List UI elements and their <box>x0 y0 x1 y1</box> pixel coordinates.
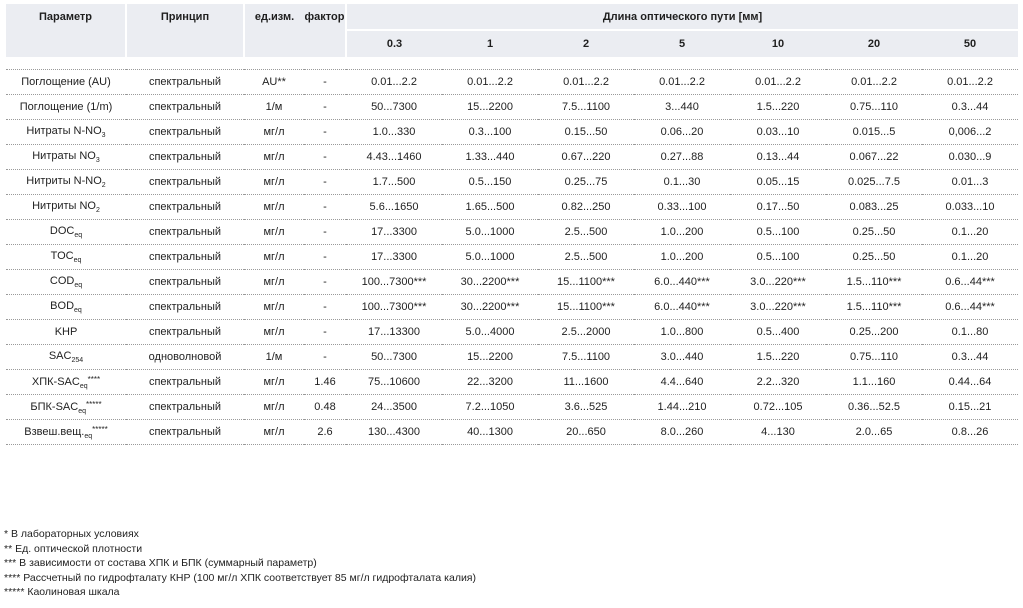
param-unit: мг/л <box>244 245 304 270</box>
range-cell: 0.5...150 <box>442 170 538 195</box>
param-principle: одноволновой <box>126 345 244 370</box>
range-cell: 1.0...330 <box>346 120 442 145</box>
param-factor: - <box>304 295 346 320</box>
range-cell: 20...650 <box>538 420 634 445</box>
param-unit: 1/м <box>244 95 304 120</box>
range-cell: 1.5...110*** <box>826 295 922 320</box>
range-cell: 2.5...2000 <box>538 320 634 345</box>
header-blank <box>244 30 304 57</box>
range-cell: 0.01...2.2 <box>538 70 634 95</box>
footnote: ** Ед. оптической плотности <box>4 542 143 555</box>
range-cell: 7.5...1100 <box>538 95 634 120</box>
range-cell: 40...1300 <box>442 420 538 445</box>
range-cell: 1.7...500 <box>346 170 442 195</box>
range-cell: 0.01...2.2 <box>922 70 1018 95</box>
table-row <box>6 420 1018 445</box>
range-cell: 0.1...20 <box>922 220 1018 245</box>
range-cell: 6.0...440*** <box>634 295 730 320</box>
footnotes <box>4 527 476 600</box>
range-cell: 2.0...65 <box>826 420 922 445</box>
range-cell: 75...10600 <box>346 370 442 395</box>
param-footnote-mark: **** <box>87 374 101 384</box>
range-cell: 2.5...500 <box>538 220 634 245</box>
table-row <box>6 295 1018 320</box>
param-unit: AU** <box>244 70 304 95</box>
footnote: **** Рассчетный по гидрофталату КНР (100 мг/л ХПК соответствует 85 мг/л гидрофталата калия) <box>4 571 476 584</box>
range-cell: 0.01...2.2 <box>634 70 730 95</box>
param-unit: мг/л <box>244 120 304 145</box>
range-cell: 1.65...500 <box>442 195 538 220</box>
header-blank <box>126 30 244 57</box>
header-blank <box>304 30 346 57</box>
param-name: $DOC_{eq}$ <box>6 220 126 245</box>
param-unit: мг/л <box>244 145 304 170</box>
table-row <box>6 220 1018 245</box>
param-footnote-mark: ***** <box>86 399 102 409</box>
param-principle: спектральный <box>126 395 244 420</box>
range-cell: 4.4...640 <box>634 370 730 395</box>
param-subscript: eq <box>73 257 82 264</box>
param-factor: 1.46 <box>304 370 346 395</box>
param-name: $COD_{eq}$ <box>6 270 126 295</box>
param-unit: мг/л <box>244 170 304 195</box>
param-principle: спектральный <box>126 270 244 295</box>
param-name: Нитриты $N-NO_2$ <box>6 170 126 195</box>
range-cell: 5.0...1000 <box>442 220 538 245</box>
param-factor: - <box>304 345 346 370</box>
range-cell: 50...7300 <box>346 345 442 370</box>
range-cell: 22...3200 <box>442 370 538 395</box>
range-cell: 0.6...44*** <box>922 295 1018 320</box>
range-cell: 0.05...15 <box>730 170 826 195</box>
param-name: $BOD_{eq}$ <box>6 295 126 320</box>
table-row <box>6 370 1018 395</box>
range-cell: 1.44...210 <box>634 395 730 420</box>
header-param: Параметр <box>6 4 126 30</box>
table-row <box>6 170 1018 195</box>
range-cell: 0.1...30 <box>634 170 730 195</box>
table-row <box>6 395 1018 420</box>
param-name: Нитриты $NO_2$ <box>6 195 126 220</box>
range-cell: 5.6...1650 <box>346 195 442 220</box>
range-cell: 0.1...80 <box>922 320 1018 345</box>
param-principle: спектральный <box>126 145 244 170</box>
range-cell: 1.1...160 <box>826 370 922 395</box>
param-unit: мг/л <box>244 420 304 445</box>
range-cell: 0.82...250 <box>538 195 634 220</box>
range-cell: 17...3300 <box>346 220 442 245</box>
range-cell: 100...7300*** <box>346 270 442 295</box>
header-principle: Принцип <box>126 4 244 30</box>
param-factor: - <box>304 195 346 220</box>
param-subscript: eq <box>74 307 82 314</box>
range-cell: 0.5...100 <box>730 245 826 270</box>
range-cell: 0.25...200 <box>826 320 922 345</box>
param-unit: мг/л <box>244 270 304 295</box>
param-subscript: 2 <box>95 207 100 214</box>
range-cell: 1.5...220 <box>730 95 826 120</box>
table-row <box>6 320 1018 345</box>
range-cell: 3.6...525 <box>538 395 634 420</box>
param-factor: - <box>304 320 346 345</box>
param-subscript: 2 <box>101 182 106 189</box>
param-subscript: eq <box>78 407 87 415</box>
spec-table <box>6 4 1018 445</box>
range-cell: 24...3500 <box>346 395 442 420</box>
param-footnote-mark: ***** <box>92 424 108 434</box>
range-cell: 0.33...100 <box>634 195 730 220</box>
header-path-1: 1 <box>442 30 538 57</box>
range-cell: 4.43...1460 <box>346 145 442 170</box>
param-principle: спектральный <box>126 170 244 195</box>
range-cell: 0.75...110 <box>826 95 922 120</box>
range-cell: 3...440 <box>634 95 730 120</box>
header-path-4: 10 <box>730 30 826 57</box>
param-principle: спектральный <box>126 245 244 270</box>
range-cell: 0.5...100 <box>730 220 826 245</box>
param-principle: спектральный <box>126 320 244 345</box>
header-path-2: 2 <box>538 30 634 57</box>
range-cell: 0.083...25 <box>826 195 922 220</box>
range-cell: 2.2...320 <box>730 370 826 395</box>
range-cell: 1.5...220 <box>730 345 826 370</box>
range-cell: 0.3...100 <box>442 120 538 145</box>
param-factor: - <box>304 120 346 145</box>
range-cell: 0.44...64 <box>922 370 1018 395</box>
range-cell: 0.5...400 <box>730 320 826 345</box>
param-unit: мг/л <box>244 395 304 420</box>
range-cell: 0.01...2.2 <box>442 70 538 95</box>
range-cell: 30...2200*** <box>442 295 538 320</box>
range-cell: 15...2200 <box>442 95 538 120</box>
range-cell: 15...2200 <box>442 345 538 370</box>
header-blank <box>6 30 126 57</box>
param-subscript: eq <box>84 432 93 440</box>
table-row <box>6 145 1018 170</box>
param-factor: - <box>304 170 346 195</box>
range-cell: 0.03...10 <box>730 120 826 145</box>
range-cell: 8.0...260 <box>634 420 730 445</box>
range-cell: 0.25...50 <box>826 220 922 245</box>
header-factor: фактор <box>304 4 346 30</box>
param-factor: - <box>304 245 346 270</box>
range-cell: 0.25...75 <box>538 170 634 195</box>
range-cell: 0.015...5 <box>826 120 922 145</box>
range-cell: 4...130 <box>730 420 826 445</box>
range-cell: 17...13300 <box>346 320 442 345</box>
param-name: $Взвеш.вещ._{eq}^{*****}$ <box>6 420 126 445</box>
range-cell: 0.3...44 <box>922 95 1018 120</box>
param-subscript: 3 <box>95 157 100 164</box>
range-cell: 0.25...50 <box>826 245 922 270</box>
range-cell: 0.3...44 <box>922 345 1018 370</box>
param-principle: спектральный <box>126 120 244 145</box>
header-path-title: Длина оптического пути [мм] <box>346 4 1018 30</box>
range-cell: 30...2200*** <box>442 270 538 295</box>
range-cell: 0.033...10 <box>922 195 1018 220</box>
param-name: $TOC_{eq}$ <box>6 245 126 270</box>
param-subscript: eq <box>74 232 83 239</box>
range-cell: 0.1...20 <box>922 245 1018 270</box>
range-cell: 6.0...440*** <box>634 270 730 295</box>
footnote: ***** Каолиновая шкала <box>4 586 120 599</box>
range-cell: 1.33...440 <box>442 145 538 170</box>
param-factor: - <box>304 145 346 170</box>
range-cell: 3.0...440 <box>634 345 730 370</box>
range-cell: 1.0...200 <box>634 220 730 245</box>
param-principle: спектральный <box>126 195 244 220</box>
param-unit: мг/л <box>244 295 304 320</box>
header-path-5: 20 <box>826 30 922 57</box>
param-principle: спектральный <box>126 95 244 120</box>
range-cell: 1.0...800 <box>634 320 730 345</box>
param-name: Нитраты $N-NO_3$ <box>6 120 126 145</box>
param-unit: 1/м <box>244 345 304 370</box>
param-principle: спектральный <box>126 370 244 395</box>
param-name: Поглощение (AU) <box>6 70 126 95</box>
param-unit: мг/л <box>244 195 304 220</box>
table-row <box>6 120 1018 145</box>
range-cell: 5.0...4000 <box>442 320 538 345</box>
footnote: *** В зависимости от состава ХПК и БПК (суммарный параметр) <box>4 557 317 570</box>
range-cell: 3.0...220*** <box>730 270 826 295</box>
range-cell: 11...1600 <box>538 370 634 395</box>
range-cell: 15...1100*** <box>538 295 634 320</box>
range-cell: 0.067...22 <box>826 145 922 170</box>
param-subscript: 254 <box>71 357 84 364</box>
range-cell: 130...4300 <box>346 420 442 445</box>
param-principle: спектральный <box>126 70 244 95</box>
table-row <box>6 195 1018 220</box>
param-name: Поглощение (1/m) <box>6 95 126 120</box>
param-unit: мг/л <box>244 220 304 245</box>
range-cell: 7.2...1050 <box>442 395 538 420</box>
param-factor: 2.6 <box>304 420 346 445</box>
param-subscript: eq <box>79 382 88 390</box>
spacer-row <box>6 57 1018 70</box>
param-factor: - <box>304 95 346 120</box>
range-cell: 0.030...9 <box>922 145 1018 170</box>
header-path-6: 50 <box>922 30 1018 57</box>
table-row <box>6 70 1018 95</box>
param-subscript: eq <box>74 282 83 289</box>
range-cell: 1.5...110*** <box>826 270 922 295</box>
range-cell: 0.01...2.2 <box>730 70 826 95</box>
header-path-3: 5 <box>634 30 730 57</box>
range-cell: 0.01...2.2 <box>346 70 442 95</box>
param-unit: мг/л <box>244 370 304 395</box>
range-cell: 0.36...52.5 <box>826 395 922 420</box>
table-row <box>6 345 1018 370</box>
param-factor: - <box>304 270 346 295</box>
param-subscript: 3 <box>101 132 106 139</box>
param-principle: спектральный <box>126 220 244 245</box>
param-factor: - <box>304 220 346 245</box>
range-cell: 1.0...200 <box>634 245 730 270</box>
range-cell: 0.06...20 <box>634 120 730 145</box>
range-cell: 0.01...2.2 <box>826 70 922 95</box>
range-cell: 0.17...50 <box>730 195 826 220</box>
param-factor: - <box>304 70 346 95</box>
range-cell: 0,006...2 <box>922 120 1018 145</box>
range-cell: 0.27...88 <box>634 145 730 170</box>
range-cell: 0.72...105 <box>730 395 826 420</box>
table-row <box>6 95 1018 120</box>
range-cell: 15...1100*** <box>538 270 634 295</box>
param-unit: мг/л <box>244 320 304 345</box>
range-cell: 0.67...220 <box>538 145 634 170</box>
range-cell: 7.5...1100 <box>538 345 634 370</box>
param-name: ХПК-$SAC_{eq}^{****}$ <box>6 370 126 395</box>
range-cell: 0.15...21 <box>922 395 1018 420</box>
param-name: Нитраты $NO_3$ <box>6 145 126 170</box>
range-cell: 0.01...3 <box>922 170 1018 195</box>
range-cell: 100...7300*** <box>346 295 442 320</box>
param-name: $SAC_{254}$ <box>6 345 126 370</box>
range-cell: 5.0...1000 <box>442 245 538 270</box>
footnote: * В лабораторных условиях <box>4 528 139 540</box>
table-row <box>6 270 1018 295</box>
range-cell: 50...7300 <box>346 95 442 120</box>
range-cell: 0.13...44 <box>730 145 826 170</box>
range-cell: 0.15...50 <box>538 120 634 145</box>
param-name: БПК-$SAC_{eq}^{*****}$ <box>6 395 126 420</box>
header-path-0: 0.3 <box>346 30 442 57</box>
range-cell: 0.75...110 <box>826 345 922 370</box>
param-principle: спектральный <box>126 420 244 445</box>
header-unit: ед.изм. <box>244 4 304 30</box>
range-cell: 17...3300 <box>346 245 442 270</box>
param-principle: спектральный <box>126 295 244 320</box>
param-factor: 0.48 <box>304 395 346 420</box>
range-cell: 2.5...500 <box>538 245 634 270</box>
range-cell: 0.025...7.5 <box>826 170 922 195</box>
range-cell: 0.8...26 <box>922 420 1018 445</box>
range-cell: 3.0...220*** <box>730 295 826 320</box>
table-row <box>6 245 1018 270</box>
range-cell: 0.6...44*** <box>922 270 1018 295</box>
param-name: KHP <box>6 320 126 345</box>
